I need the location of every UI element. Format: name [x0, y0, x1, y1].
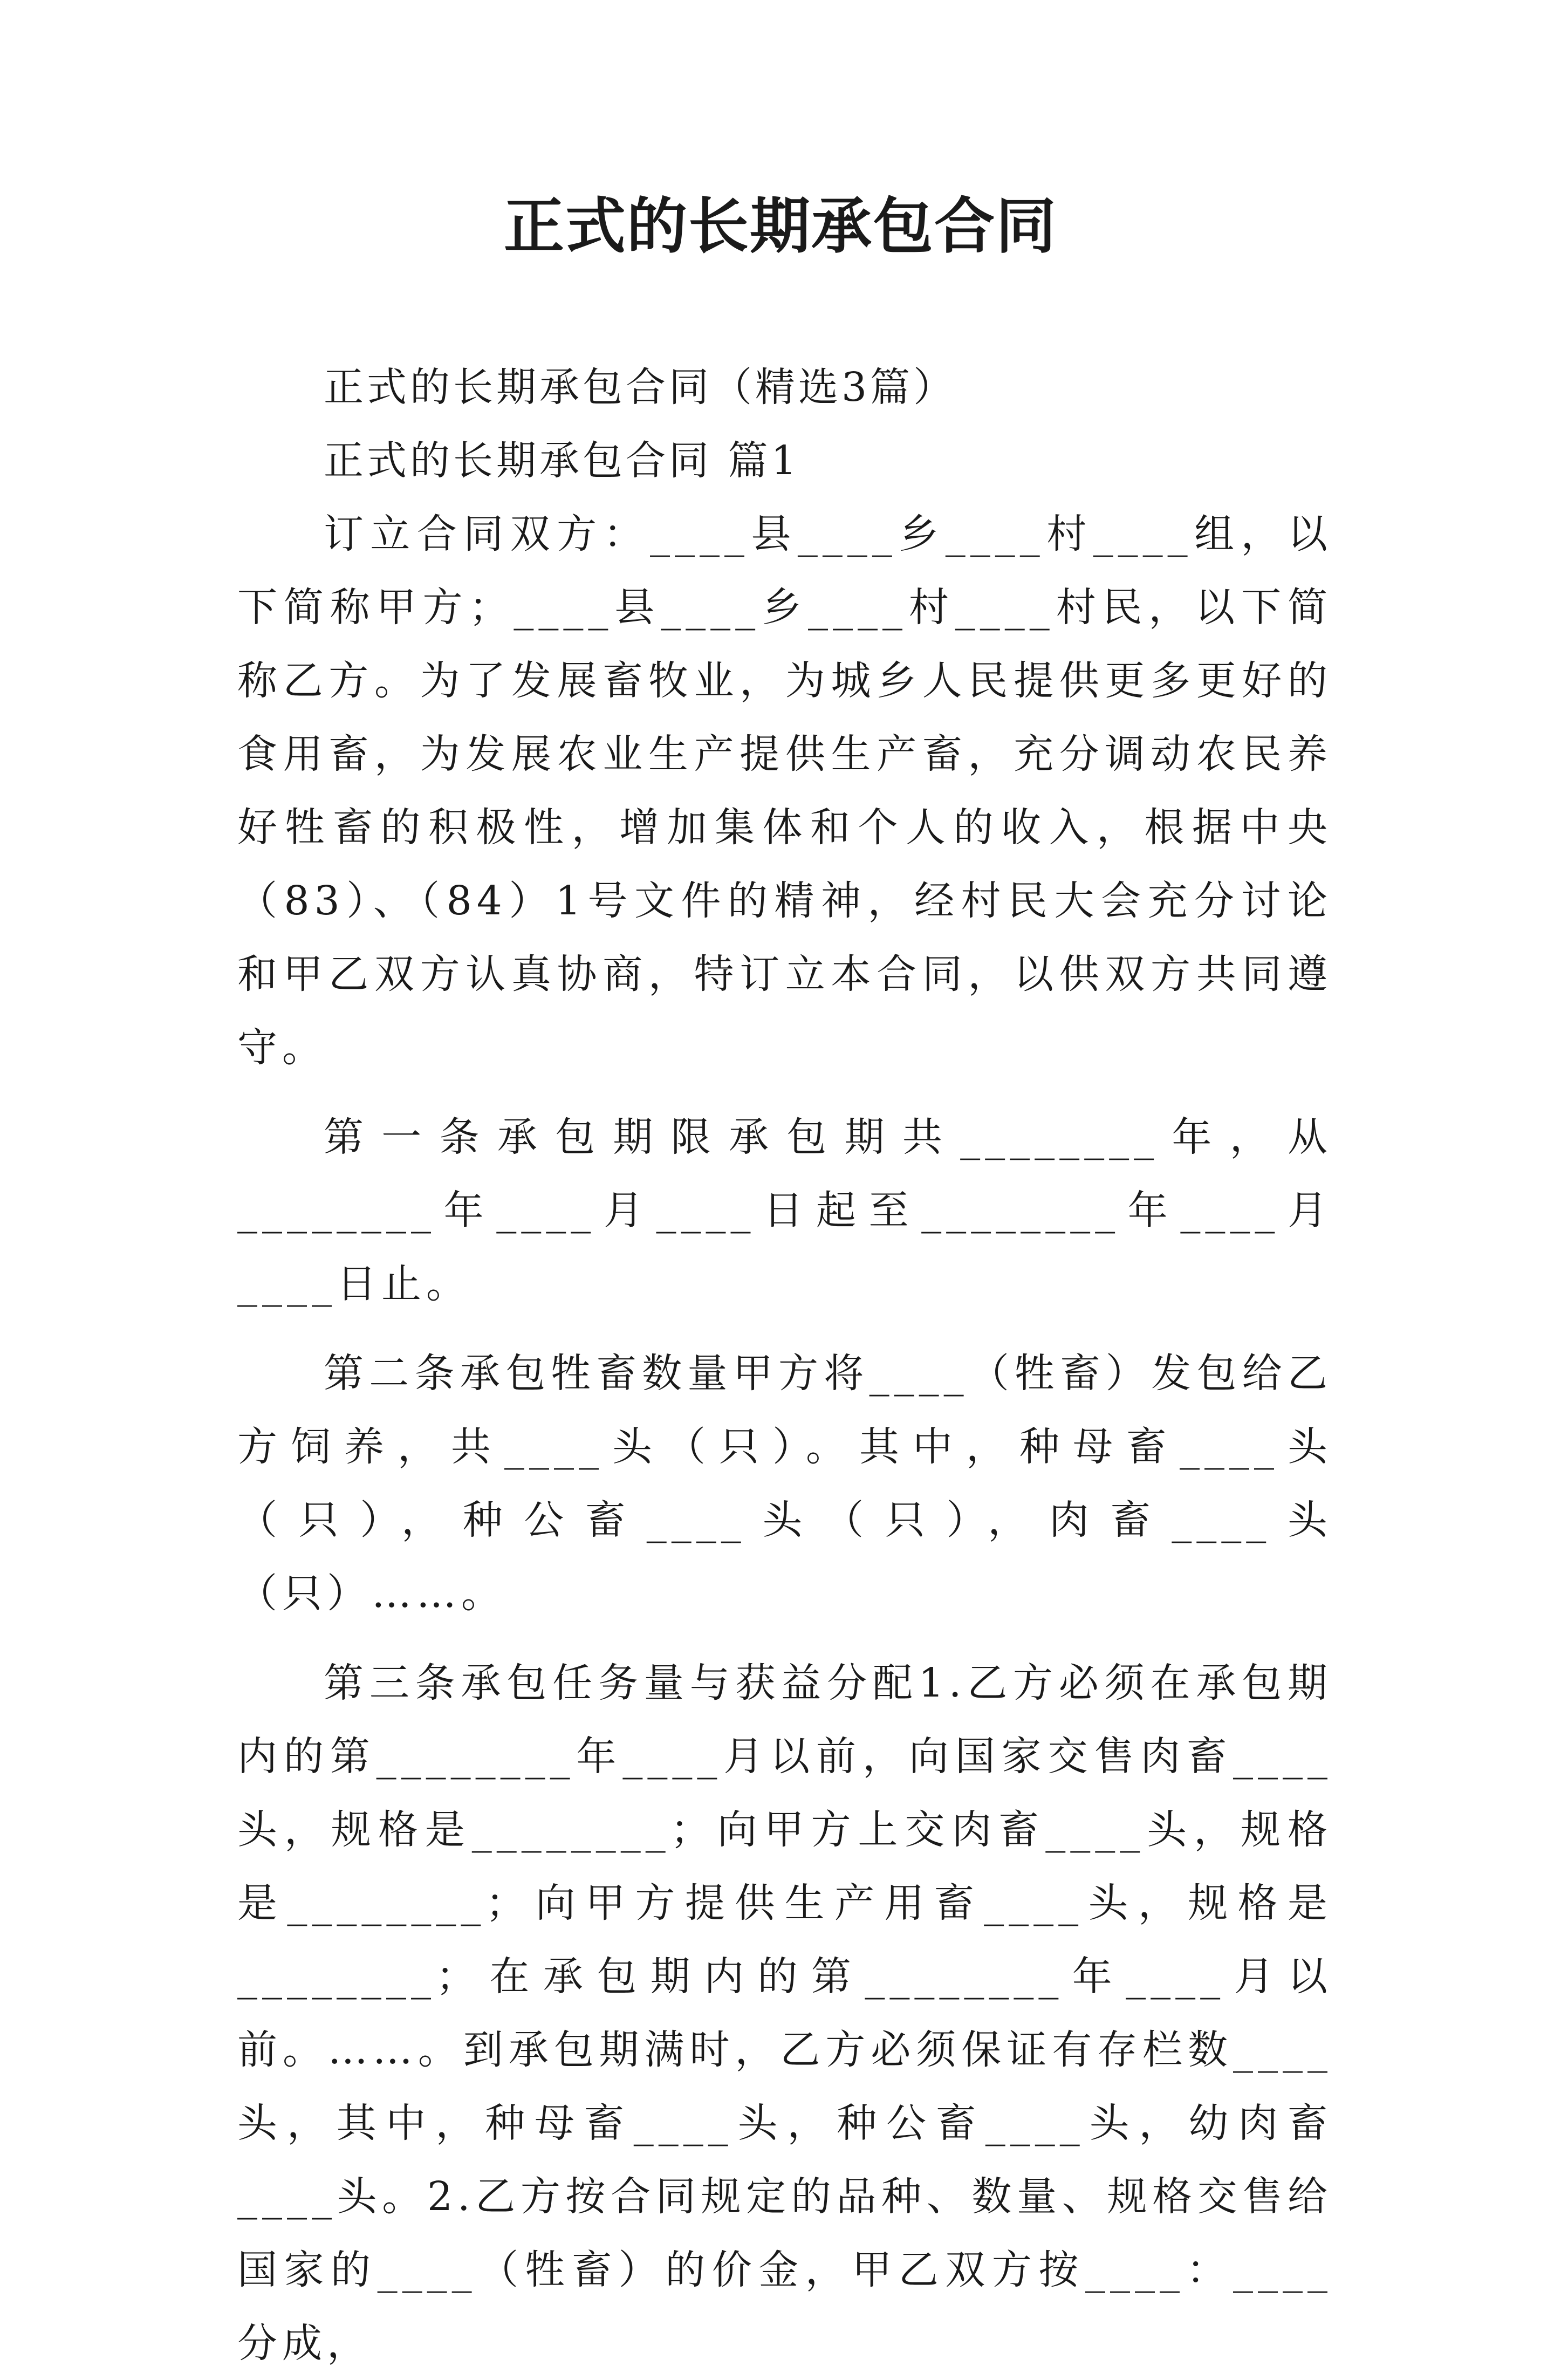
document-title: 正式的长期承包合同	[504, 191, 1057, 262]
paragraph-article-3: 第三条承包任务量与获益分配1.乙方必须在承包期内的第________年____月以前，向国家交售肉畜____头，规格是________；向甲方上交肉畜____头，规格是________；向甲方提供生产用畜____头，规格是________；在承包期内的第________年____月以前。……。到承包期满时，乙方必须保证有存栏数____头，其中，种母畜____头，种公畜____头，幼肉畜____头。2.乙方按合同规定的品种、数量、规格交售给国家的____（牲畜）的价金，甲乙双方按____：____分成，	[237, 1660, 1332, 2367]
section-heading: 正式的长期承包合同 篇1	[324, 437, 800, 484]
paragraph-article-1: 第一条承包期限承包期共________年，从________年____月____日起至________年____月____日止。	[237, 1114, 1332, 1307]
paragraph-article-2: 第二条承包牲畜数量甲方将____（牲畜）发包给乙方饲养，共____头（只）。其中，种母畜____头（只），种公畜____头（只），肉畜____头（只）……。	[237, 1350, 1332, 1617]
paragraph-parties: 订立合同双方：____县____乡____村____组，以下简称甲方；____县____乡____村____村民，以下简称乙方。为了发展畜牧业，为城乡人民提供更多更好的食用畜，为发展农业生产提供生产畜，充分调动农民养好牲畜的积极性，增加集体和个人的收入，根据中央（83）、（84）1号文件的精神，经村民大会充分讨论和甲乙双方认真协商，特订立本合同，以供双方共同遵守。	[237, 511, 1332, 1071]
document-body	[237, 351, 1332, 2380]
document-subtitle: 正式的长期承包合同（精选3篇）	[324, 364, 957, 411]
